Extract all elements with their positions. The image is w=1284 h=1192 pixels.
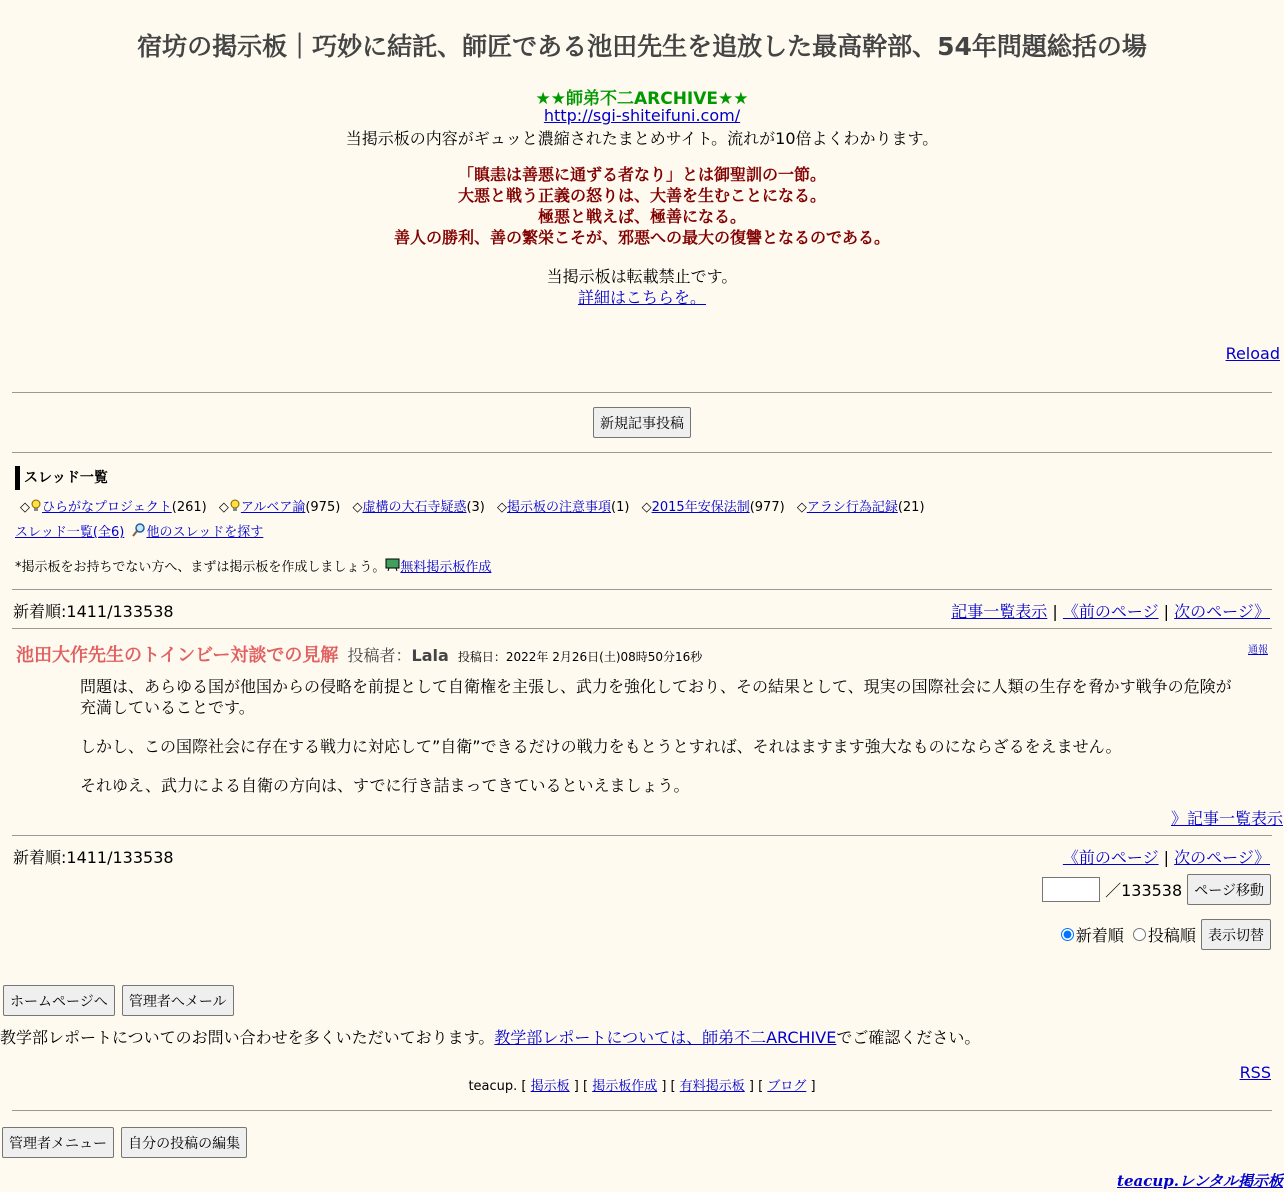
teacup-links: teacup. [ 掲示板 ] [ 掲示板作成 ] [ 有料掲示板 ] [ ブログ ] (468, 1079, 816, 1094)
post-paragraph: しかし、この国際社会に存在する戦力に対応して”自衛”できるだけの戦力をもとうとすれば、それはますます強大なものにならざるをえません。 (80, 737, 1122, 756)
thread-link-arashi[interactable]: アラシ行為記録 (806, 500, 898, 515)
page-title: 宿坊の掲示板｜巧妙に結託、師匠である池田先生を追放した最高幹部、54年問題総括の場 (137, 32, 1147, 61)
quote-line: 善人の勝利、善の繁栄こそが、邪悪への最大の復讐となるのである。 (393, 228, 890, 247)
magnifier-icon (132, 523, 146, 537)
thread-link-hiragana[interactable]: ひらがなプロジェクト (42, 500, 172, 515)
thread-list-heading: スレッド一覧 (15, 466, 108, 490)
admin-menu-button[interactable]: 管理者メニュー (2, 1127, 114, 1158)
page-nav-bottom: 《前のページ | 次のページ》 (1062, 848, 1270, 867)
quote-block (0, 164, 1284, 248)
footer-link-blog[interactable]: ブログ (767, 1079, 807, 1094)
prev-page-link[interactable]: 《前のページ (1062, 602, 1159, 621)
switch-view-button[interactable]: 表示切替 (1201, 919, 1271, 950)
order-new-radio[interactable] (1061, 928, 1074, 941)
divider (12, 589, 1272, 590)
rss-link[interactable]: RSS (1239, 1063, 1271, 1082)
order-count-bottom: 新着順:1411/133538 (13, 848, 174, 867)
footer-link-create[interactable]: 掲示板作成 (592, 1079, 658, 1094)
create-board-link[interactable]: 無料掲示板作成 (400, 560, 492, 575)
new-post-button[interactable]: 新規記事投稿 (593, 407, 691, 438)
thread-link-anpo[interactable]: 2015年安保法制 (651, 500, 750, 515)
thread-list (20, 496, 933, 515)
thread-item: ◇ アルベア論(975) (218, 500, 341, 515)
all-threads-link[interactable]: スレッド一覧(全6) (15, 525, 125, 540)
thread-link-taisekiji[interactable]: 虚構の大石寺疑惑 (362, 500, 467, 515)
post-header: 池田大作先生のトインビー対談での見解 投稿者：Lala 投稿日：2022年 2月26日(土)08時50分16秒 (16, 645, 703, 666)
archive-description: 当掲示板の内容がギュッと濃縮されたまとめサイト。流れが10倍よくわかります。 (345, 129, 939, 148)
divider (12, 1110, 1272, 1111)
quote-line: 大悪と戦う正義の怒りは、大善を生むことになる。 (457, 186, 826, 205)
post-paragraph: 問題は、あらゆる国が他国からの侵略を前提として自衛権を主張し、武力を強化しており、その結果として、現実の国際社会に人類の生存を脅かす戦争の危険が充満していることです。 (80, 677, 1232, 717)
thread-link-rules[interactable]: 掲示板の注意事項 (507, 500, 612, 515)
create-board-note: *掲示板をお持ちでない方へ、まずは掲示板を作成しましょう。 (15, 560, 386, 575)
archive-name: ★★師弟不二ARCHIVE★★ (535, 89, 749, 109)
thread-link-albea[interactable]: アルベア論 (240, 500, 306, 515)
quote-line: 極悪と戦えば、極善になる。 (537, 207, 746, 226)
report-archive-link[interactable]: 教学部レポートについては、師弟不二ARCHIVE (494, 1028, 837, 1047)
order-post-radio[interactable] (1133, 928, 1146, 941)
reload-link[interactable]: Reload (1225, 344, 1280, 363)
page-move-button[interactable]: ページ移動 (1187, 874, 1271, 905)
page-nav-top: 記事一覧表示 | 《前のページ | 次のページ》 (951, 602, 1270, 621)
lightbulb-icon (229, 499, 241, 513)
post-list-link[interactable]: 》記事一覧表示 (1170, 809, 1283, 828)
thread-item: ◇虚構の大石寺疑惑(3) (352, 500, 485, 515)
post-date: 投稿日：2022年 2月26日(土)08時50分16秒 (457, 650, 703, 664)
post-author: Lala (411, 646, 449, 665)
archive-url-link[interactable]: http://sgi-shiteifuni.com/ (543, 106, 741, 125)
footer-link-board[interactable]: 掲示板 (530, 1079, 570, 1094)
page-number-input[interactable] (1042, 877, 1100, 902)
lightbulb-icon (30, 499, 42, 513)
next-page-link[interactable]: 次のページ》 (1174, 848, 1270, 867)
divider (12, 392, 1272, 393)
report-link[interactable]: 通報 (1248, 645, 1268, 656)
order-count: 新着順:1411/133538 (13, 602, 174, 621)
list-view-link[interactable]: 記事一覧表示 (951, 602, 1048, 621)
search-threads-link[interactable]: 他のスレッドを探す (146, 525, 264, 540)
footer-link-paid[interactable]: 有料掲示板 (679, 1079, 745, 1094)
details-link[interactable]: 詳細はこちらを。 (577, 288, 706, 307)
edit-own-post-button[interactable]: 自分の投稿の編集 (121, 1127, 247, 1158)
next-page-link[interactable]: 次のページ》 (1174, 602, 1270, 621)
thread-item: ◇ ひらがなプロジェクト(261) (20, 500, 207, 515)
divider (12, 835, 1272, 836)
no-repost-text: 当掲示板は転載禁止です。 (546, 267, 738, 286)
prev-page-link[interactable]: 《前のページ (1062, 848, 1159, 867)
repost-notice (0, 266, 1284, 308)
order-switch: 新着順 投稿順 表示切替 (1061, 919, 1271, 950)
thread-item: ◇アラシ行為記録(21) (796, 500, 925, 515)
divider (12, 452, 1272, 453)
divider (12, 628, 1272, 629)
board-icon (385, 558, 400, 572)
report-note: 教学部レポートについてのお問い合わせを多くいただいております。教学部レポートについては、師弟不二ARCHIVEでご確認ください。 (0, 1028, 981, 1047)
teacup-brand-link[interactable]: teacup.レンタル掲示板 (1117, 1172, 1283, 1190)
thread-item: ◇2015年安保法制(977) (641, 500, 785, 515)
page-jump: ／133538 ページ移動 (1042, 874, 1271, 905)
post-paragraph: それゆえ、武力による自衛の方向は、すでに行き詰まってきているといえましょう。 (80, 776, 690, 795)
thread-item: ◇掲示板の注意事項(1) (497, 500, 630, 515)
post-title: 池田大作先生のトインビー対談での見解 (16, 645, 339, 666)
home-button[interactable]: ホームページへ (3, 985, 115, 1016)
post-body (80, 676, 1240, 814)
mail-admin-button[interactable]: 管理者へメール (122, 985, 234, 1016)
quote-line: 「瞋恚は善悪に通ずる者なり」とは御聖訓の一節。 (457, 165, 826, 184)
